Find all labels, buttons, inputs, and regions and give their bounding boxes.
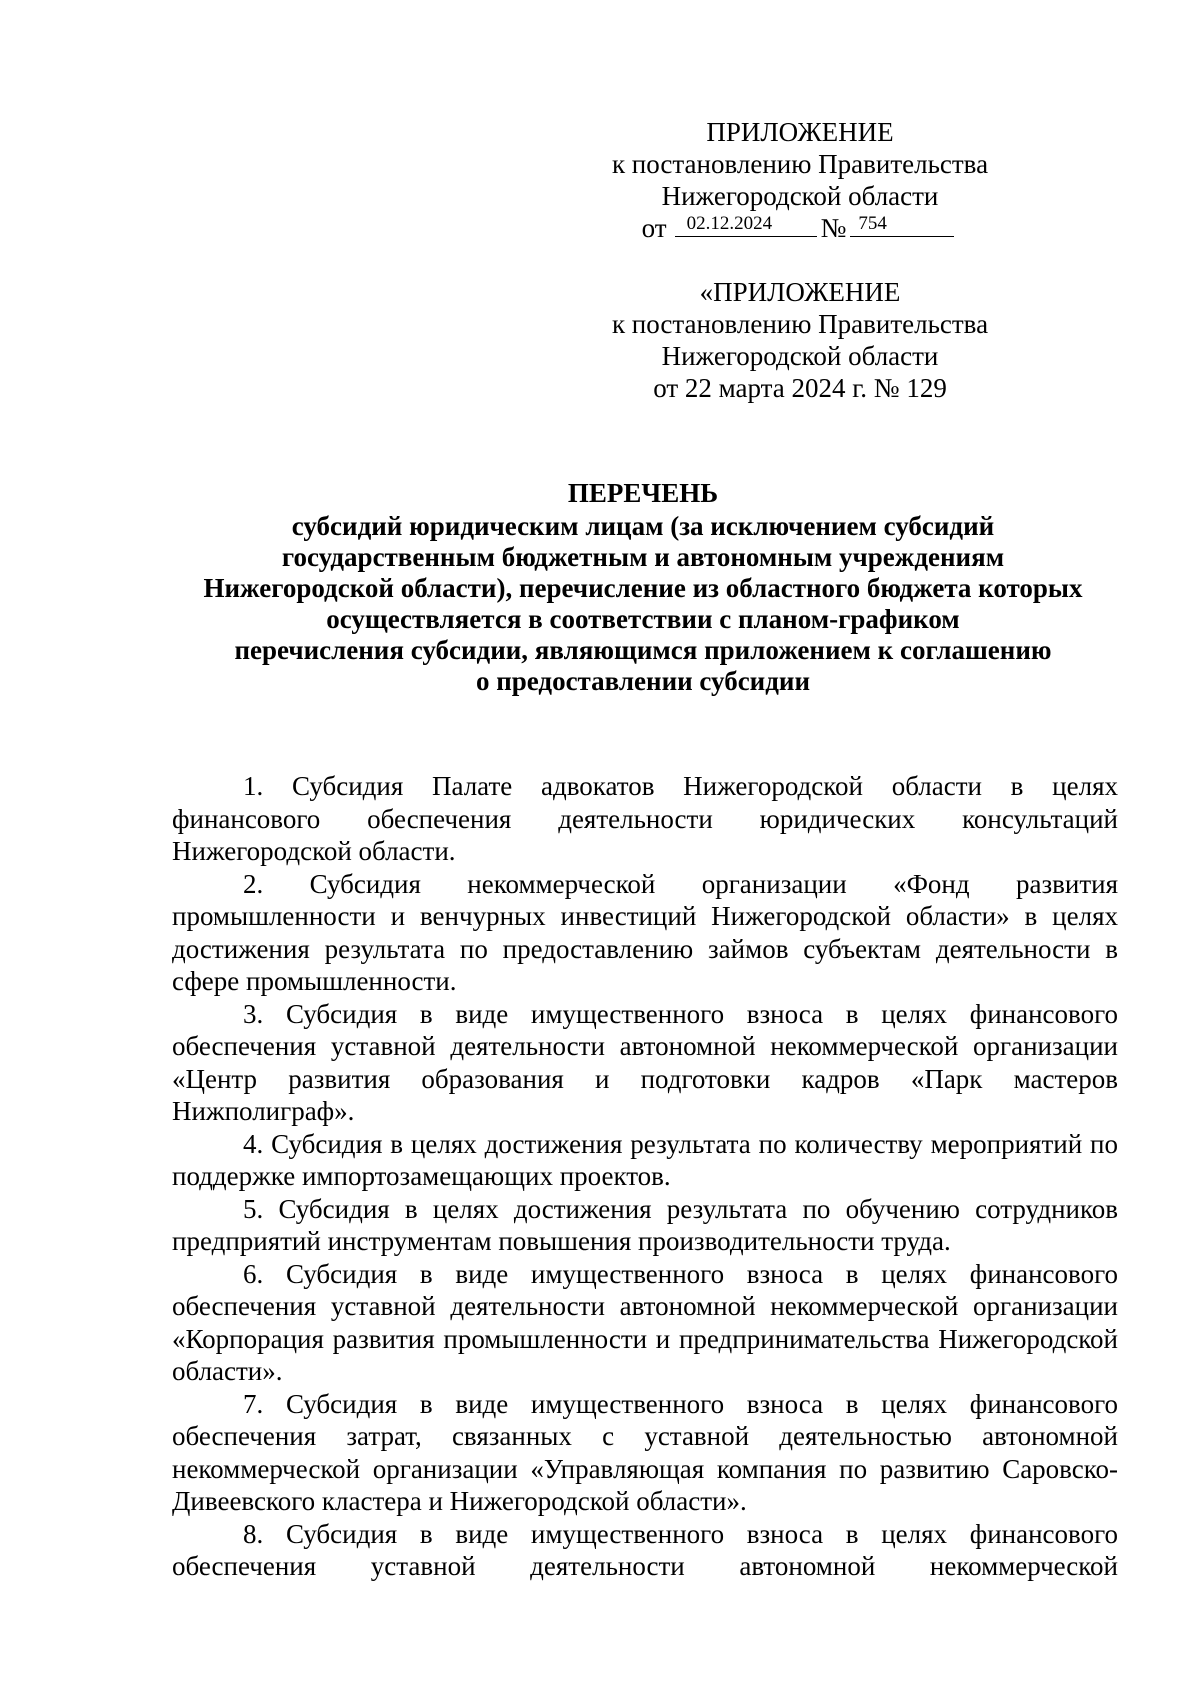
document-title-line: перечисления субсидии, являющимся приложением к соглашению: [234, 635, 1052, 665]
document-title: [170, 478, 1116, 697]
list-item: 4. Субсидия в целях достижения результата по количеству мероприятий по поддержке импортозамещающих проектов.: [172, 1128, 1118, 1191]
previous-attachment-line-1: к постановлению Правительства: [611, 309, 989, 339]
attachment-title: ПРИЛОЖЕНИЕ: [706, 117, 894, 147]
number-sign: №: [820, 213, 847, 243]
document-title-line: о предоставлении субсидии: [475, 666, 811, 696]
previous-attachment-line-2: Нижегородской области: [661, 341, 939, 371]
subsidy-list: [172, 770, 1118, 1583]
date-prefix: от: [641, 213, 667, 243]
list-item: 3. Субсидия в виде имущественного взноса в целях финансового обеспечения уставной деятельности автономной некоммерческой организации «Центр развития образования и подготовки кадров «Парк мастеров Нижполиграф».: [172, 998, 1118, 1126]
date-value: 02.12.2024: [686, 213, 773, 234]
document-title-line: осуществляется в соответствии с планом-графиком: [326, 604, 960, 634]
date-field: [675, 212, 817, 237]
previous-attachment-title: «ПРИЛОЖЕНИЕ: [699, 277, 901, 307]
document-title-line: субсидий юридическим лицам (за исключением субсидий: [291, 511, 995, 541]
previous-attachment-header: [600, 276, 1000, 404]
list-item: 5. Субсидия в целях достижения результата по обучению сотрудников предприятий инструментам повышения производительности труда.: [172, 1193, 1118, 1256]
attachment-date-line: [600, 212, 1000, 244]
list-item: 1. Субсидия Палате адвокатов Нижегородской области в целях финансового обеспечения деятельности юридических консультаций Нижегородской области.: [172, 771, 1118, 866]
list-item: 2. Субсидия некоммерческой организации «Фонд развития промышленности и венчурных инвестиций Нижегородской области» в целях достижения результата по предоставлению займов субъектам деятельности в сфере промышленности.: [172, 868, 1118, 996]
list-item: 8. Субсидия в виде имущественного взноса в целях финансового обеспечения уставной деятельности автономной некоммерческой: [172, 1518, 1118, 1581]
list-item: 7. Субсидия в виде имущественного взноса в целях финансового обеспечения затрат, связанных с уставной деятельностью автономной некоммерческой организации «Управляющая компания по развитию Саровско-Дивеевского кластера и Нижегородской области».: [172, 1388, 1118, 1516]
list-item: 6. Субсидия в виде имущественного взноса в целях финансового обеспечения уставной деятельности автономной некоммерческой организации «Корпорация развития промышленности и предпринимательства Нижегородской области».: [172, 1258, 1118, 1386]
document-title-line: Нижегородской области), перечисление из областного бюджета которых: [203, 573, 1083, 603]
attachment-line-2: Нижегородской области: [661, 181, 939, 211]
attachment-line-1: к постановлению Правительства: [611, 149, 989, 179]
document-title-main: ПЕРЕЧЕНЬ: [567, 478, 719, 508]
document-title-line: государственным бюджетным и автономным учреждениям: [281, 542, 1005, 572]
number-field: [850, 212, 954, 237]
number-value: 754: [858, 213, 887, 234]
attachment-header: [600, 116, 1000, 244]
previous-attachment-line-3: от 22 марта 2024 г. № 129: [653, 373, 947, 403]
